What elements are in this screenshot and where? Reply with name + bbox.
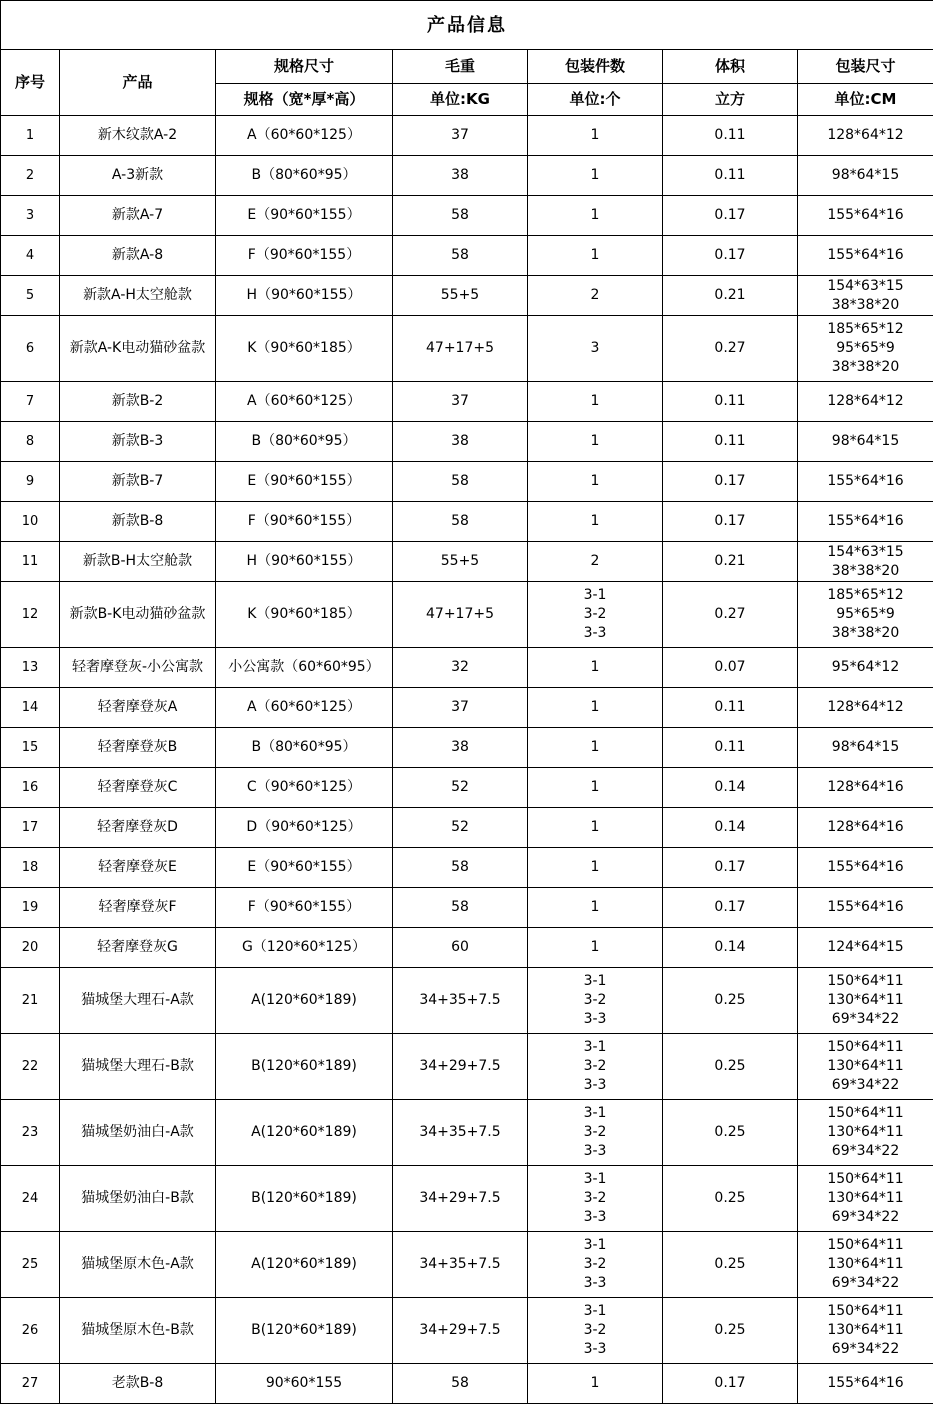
cell-index: 6 <box>1 316 60 382</box>
cell-spec: B（80*60*95） <box>216 422 393 462</box>
cell-pieces: 3-1 3-2 3-3 <box>528 1166 663 1232</box>
cell-product: 轻奢摩登灰A <box>60 688 216 728</box>
cell-weight: 37 <box>393 382 528 422</box>
table-row <box>1 728 933 768</box>
cell-weight: 58 <box>393 888 528 928</box>
cell-spec: E（90*60*155） <box>216 462 393 502</box>
cell-pack-size: 124*64*15 <box>798 928 933 968</box>
cell-pieces: 3-1 3-2 3-3 <box>528 1100 663 1166</box>
cell-pieces: 1 <box>528 888 663 928</box>
table-row <box>1 1364 933 1404</box>
cell-product: 新款B-K电动猫砂盆款 <box>60 582 216 648</box>
cell-index: 3 <box>1 196 60 236</box>
cell-volume: 0.17 <box>663 888 798 928</box>
cell-spec: A（60*60*125） <box>216 116 393 156</box>
cell-pieces: 3-1 3-2 3-3 <box>528 1034 663 1100</box>
cell-pack-size: 155*64*16 <box>798 502 933 542</box>
cell-index: 25 <box>1 1232 60 1298</box>
cell-index: 7 <box>1 382 60 422</box>
header-index: 序号 <box>1 50 60 116</box>
cell-spec: C（90*60*125） <box>216 768 393 808</box>
header-weight-unit: 单位:KG <box>393 84 528 116</box>
cell-spec: E（90*60*155） <box>216 848 393 888</box>
table-title: 产品信息 <box>1 1 933 50</box>
cell-spec: K（90*60*185） <box>216 582 393 648</box>
cell-weight: 37 <box>393 688 528 728</box>
cell-volume: 0.14 <box>663 768 798 808</box>
cell-volume: 0.27 <box>663 582 798 648</box>
cell-volume: 0.14 <box>663 808 798 848</box>
cell-pack-size: 95*64*12 <box>798 648 933 688</box>
cell-spec: F（90*60*155） <box>216 236 393 276</box>
cell-weight: 58 <box>393 196 528 236</box>
cell-product: 新款B-H太空舱款 <box>60 542 216 582</box>
cell-pieces: 1 <box>528 116 663 156</box>
cell-index: 15 <box>1 728 60 768</box>
cell-weight: 34+29+7.5 <box>393 1298 528 1364</box>
table-row <box>1 462 933 502</box>
cell-index: 20 <box>1 928 60 968</box>
cell-weight: 34+35+7.5 <box>393 968 528 1034</box>
cell-spec: H（90*60*155） <box>216 276 393 316</box>
cell-index: 16 <box>1 768 60 808</box>
cell-spec: F（90*60*155） <box>216 502 393 542</box>
table-row <box>1 1166 933 1232</box>
cell-weight: 38 <box>393 156 528 196</box>
cell-product: 新木纹款A-2 <box>60 116 216 156</box>
cell-spec: A(120*60*189) <box>216 1100 393 1166</box>
cell-pieces: 1 <box>528 768 663 808</box>
cell-pack-size: 128*64*16 <box>798 768 933 808</box>
cell-pack-size: 185*65*12 95*65*9 38*38*20 <box>798 316 933 382</box>
cell-spec: G（120*60*125） <box>216 928 393 968</box>
header-volume: 体积 <box>663 50 798 84</box>
cell-volume: 0.11 <box>663 728 798 768</box>
cell-spec: F（90*60*155） <box>216 888 393 928</box>
cell-pieces: 1 <box>528 236 663 276</box>
cell-spec: B(120*60*189) <box>216 1298 393 1364</box>
cell-pieces: 1 <box>528 848 663 888</box>
cell-spec: B（80*60*95） <box>216 156 393 196</box>
cell-product: 轻奢摩登灰F <box>60 888 216 928</box>
cell-volume: 0.11 <box>663 156 798 196</box>
cell-index: 26 <box>1 1298 60 1364</box>
cell-pieces: 3-1 3-2 3-3 <box>528 582 663 648</box>
cell-weight: 37 <box>393 116 528 156</box>
cell-index: 22 <box>1 1034 60 1100</box>
cell-weight: 58 <box>393 848 528 888</box>
cell-weight: 58 <box>393 502 528 542</box>
cell-pieces: 2 <box>528 542 663 582</box>
cell-product: 轻奢摩登灰-小公寓款 <box>60 648 216 688</box>
cell-volume: 0.25 <box>663 968 798 1034</box>
cell-pieces: 3-1 3-2 3-3 <box>528 1232 663 1298</box>
cell-volume: 0.17 <box>663 502 798 542</box>
cell-volume: 0.21 <box>663 542 798 582</box>
cell-spec: B（80*60*95） <box>216 728 393 768</box>
table-row <box>1 156 933 196</box>
cell-product: 轻奢摩登灰D <box>60 808 216 848</box>
header-weight: 毛重 <box>393 50 528 84</box>
cell-volume: 0.27 <box>663 316 798 382</box>
cell-pack-size: 154*63*15 38*38*20 <box>798 542 933 582</box>
cell-pack-size: 155*64*16 <box>798 888 933 928</box>
cell-pack-size: 98*64*15 <box>798 156 933 196</box>
cell-volume: 0.25 <box>663 1298 798 1364</box>
cell-volume: 0.11 <box>663 422 798 462</box>
cell-volume: 0.17 <box>663 1364 798 1404</box>
cell-product: 新款B-3 <box>60 422 216 462</box>
table-row <box>1 382 933 422</box>
cell-index: 17 <box>1 808 60 848</box>
cell-index: 19 <box>1 888 60 928</box>
cell-pack-size: 150*64*11 130*64*11 69*34*22 <box>798 1034 933 1100</box>
cell-index: 27 <box>1 1364 60 1404</box>
cell-product: 猫城堡奶油白-A款 <box>60 1100 216 1166</box>
table-row <box>1 196 933 236</box>
table-row <box>1 502 933 542</box>
cell-pack-size: 155*64*16 <box>798 462 933 502</box>
table-row <box>1 276 933 316</box>
cell-pack-size: 155*64*16 <box>798 848 933 888</box>
cell-volume: 0.25 <box>663 1166 798 1232</box>
cell-pack-size: 155*64*16 <box>798 196 933 236</box>
cell-pack-size: 128*64*12 <box>798 688 933 728</box>
cell-pack-size: 128*64*12 <box>798 116 933 156</box>
cell-product: 猫城堡大理石-B款 <box>60 1034 216 1100</box>
cell-volume: 0.21 <box>663 276 798 316</box>
table-row <box>1 848 933 888</box>
cell-index: 1 <box>1 116 60 156</box>
cell-pack-size: 185*65*12 95*65*9 38*38*20 <box>798 582 933 648</box>
cell-weight: 34+29+7.5 <box>393 1034 528 1100</box>
cell-pack-size: 150*64*11 130*64*11 69*34*22 <box>798 968 933 1034</box>
cell-pack-size: 150*64*11 130*64*11 69*34*22 <box>798 1100 933 1166</box>
cell-weight: 55+5 <box>393 276 528 316</box>
cell-pack-size: 150*64*11 130*64*11 69*34*22 <box>798 1166 933 1232</box>
cell-product: 轻奢摩登灰B <box>60 728 216 768</box>
cell-pieces: 1 <box>528 808 663 848</box>
cell-index: 10 <box>1 502 60 542</box>
cell-pieces: 1 <box>528 196 663 236</box>
cell-index: 12 <box>1 582 60 648</box>
table-row <box>1 1100 933 1166</box>
cell-index: 9 <box>1 462 60 502</box>
table-row <box>1 316 933 382</box>
table-row <box>1 888 933 928</box>
table-row <box>1 116 933 156</box>
cell-weight: 52 <box>393 808 528 848</box>
cell-pieces: 3-1 3-2 3-3 <box>528 1298 663 1364</box>
cell-spec: A（60*60*125） <box>216 688 393 728</box>
cell-spec: K（90*60*185） <box>216 316 393 382</box>
cell-pieces: 3-1 3-2 3-3 <box>528 968 663 1034</box>
header-pieces-unit: 单位:个 <box>528 84 663 116</box>
table-row <box>1 928 933 968</box>
cell-volume: 0.11 <box>663 116 798 156</box>
cell-product: 新款B-2 <box>60 382 216 422</box>
cell-pack-size: 98*64*15 <box>798 728 933 768</box>
cell-product: 新款A-7 <box>60 196 216 236</box>
cell-index: 14 <box>1 688 60 728</box>
cell-pack-size: 128*64*12 <box>798 382 933 422</box>
cell-pack-size: 128*64*16 <box>798 808 933 848</box>
cell-index: 4 <box>1 236 60 276</box>
cell-pack-size: 150*64*11 130*64*11 69*34*22 <box>798 1298 933 1364</box>
cell-volume: 0.25 <box>663 1100 798 1166</box>
cell-volume: 0.11 <box>663 688 798 728</box>
cell-index: 13 <box>1 648 60 688</box>
cell-volume: 0.11 <box>663 382 798 422</box>
table-row <box>1 808 933 848</box>
table-row <box>1 582 933 648</box>
cell-pack-size: 154*63*15 38*38*20 <box>798 276 933 316</box>
cell-weight: 32 <box>393 648 528 688</box>
cell-product: 轻奢摩登灰E <box>60 848 216 888</box>
cell-weight: 55+5 <box>393 542 528 582</box>
cell-spec: D（90*60*125） <box>216 808 393 848</box>
cell-volume: 0.25 <box>663 1232 798 1298</box>
table-row <box>1 1232 933 1298</box>
cell-product: 猫城堡大理石-A款 <box>60 968 216 1034</box>
cell-pack-size: 155*64*16 <box>798 1364 933 1404</box>
header-spec: 规格尺寸 <box>216 50 393 84</box>
cell-pieces: 1 <box>528 728 663 768</box>
cell-weight: 38 <box>393 728 528 768</box>
cell-pieces: 1 <box>528 1364 663 1404</box>
cell-weight: 34+29+7.5 <box>393 1166 528 1232</box>
header-spec-unit: 规格（宽*厚*高） <box>216 84 393 116</box>
table-row <box>1 422 933 462</box>
cell-weight: 58 <box>393 236 528 276</box>
header-product: 产品 <box>60 50 216 116</box>
cell-spec: A(120*60*189) <box>216 968 393 1034</box>
header-pack-unit: 单位:CM <box>798 84 933 116</box>
cell-index: 5 <box>1 276 60 316</box>
cell-product: A-3新款 <box>60 156 216 196</box>
cell-index: 21 <box>1 968 60 1034</box>
cell-product: 新款A-H太空舱款 <box>60 276 216 316</box>
cell-spec: A（60*60*125） <box>216 382 393 422</box>
cell-spec: B(120*60*189) <box>216 1034 393 1100</box>
cell-pack-size: 150*64*11 130*64*11 69*34*22 <box>798 1232 933 1298</box>
cell-volume: 0.17 <box>663 462 798 502</box>
cell-volume: 0.07 <box>663 648 798 688</box>
cell-pieces: 1 <box>528 648 663 688</box>
table-row <box>1 768 933 808</box>
cell-weight: 47+17+5 <box>393 316 528 382</box>
table-row <box>1 1298 933 1364</box>
cell-volume: 0.17 <box>663 236 798 276</box>
header-volume-unit: 立方 <box>663 84 798 116</box>
cell-spec: B(120*60*189) <box>216 1166 393 1232</box>
cell-index: 8 <box>1 422 60 462</box>
cell-product: 猫城堡原木色-B款 <box>60 1298 216 1364</box>
cell-pieces: 1 <box>528 382 663 422</box>
cell-pieces: 1 <box>528 156 663 196</box>
cell-product: 新款B-7 <box>60 462 216 502</box>
cell-weight: 34+35+7.5 <box>393 1232 528 1298</box>
table-row <box>1 968 933 1034</box>
table-body <box>1 116 933 1404</box>
cell-weight: 58 <box>393 462 528 502</box>
cell-index: 11 <box>1 542 60 582</box>
cell-product: 轻奢摩登灰C <box>60 768 216 808</box>
cell-pack-size: 155*64*16 <box>798 236 933 276</box>
cell-spec: E（90*60*155） <box>216 196 393 236</box>
cell-pieces: 1 <box>528 502 663 542</box>
cell-index: 2 <box>1 156 60 196</box>
table-row <box>1 1034 933 1100</box>
cell-product: 新款A-8 <box>60 236 216 276</box>
cell-index: 18 <box>1 848 60 888</box>
cell-weight: 52 <box>393 768 528 808</box>
cell-pieces: 3 <box>528 316 663 382</box>
cell-volume: 0.17 <box>663 196 798 236</box>
cell-spec: H（90*60*155） <box>216 542 393 582</box>
cell-pieces: 1 <box>528 422 663 462</box>
cell-volume: 0.17 <box>663 848 798 888</box>
cell-weight: 38 <box>393 422 528 462</box>
cell-pieces: 2 <box>528 276 663 316</box>
cell-product: 新款A-K电动猫砂盆款 <box>60 316 216 382</box>
cell-product: 猫城堡原木色-A款 <box>60 1232 216 1298</box>
cell-product: 新款B-8 <box>60 502 216 542</box>
cell-index: 23 <box>1 1100 60 1166</box>
cell-spec: A(120*60*189) <box>216 1232 393 1298</box>
cell-weight: 34+35+7.5 <box>393 1100 528 1166</box>
cell-product: 老款B-8 <box>60 1364 216 1404</box>
cell-pieces: 1 <box>528 688 663 728</box>
cell-pieces: 1 <box>528 928 663 968</box>
cell-weight: 58 <box>393 1364 528 1404</box>
cell-volume: 0.25 <box>663 1034 798 1100</box>
cell-pieces: 1 <box>528 462 663 502</box>
cell-index: 24 <box>1 1166 60 1232</box>
cell-weight: 60 <box>393 928 528 968</box>
table-row <box>1 688 933 728</box>
table-row <box>1 542 933 582</box>
cell-spec: 90*60*155 <box>216 1364 393 1404</box>
cell-volume: 0.14 <box>663 928 798 968</box>
table-row <box>1 236 933 276</box>
table-row <box>1 648 933 688</box>
cell-weight: 47+17+5 <box>393 582 528 648</box>
cell-product: 猫城堡奶油白-B款 <box>60 1166 216 1232</box>
header-pack: 包装尺寸 <box>798 50 933 84</box>
cell-pack-size: 98*64*15 <box>798 422 933 462</box>
cell-product: 轻奢摩登灰G <box>60 928 216 968</box>
header-pieces: 包装件数 <box>528 50 663 84</box>
cell-spec: 小公寓款（60*60*95） <box>216 648 393 688</box>
